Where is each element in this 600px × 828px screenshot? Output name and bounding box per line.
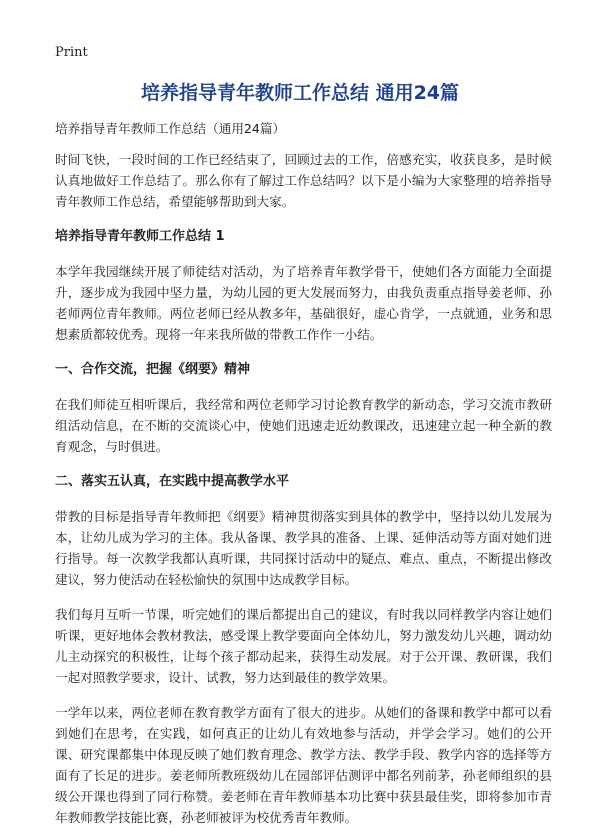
subsection-heading-1: 一、合作交流，把握《纲要》精神 <box>55 362 251 377</box>
body-paragraph: 本学年我园继续开展了师徒结对活动，为了培养青年教学骨干，使她们各方面能力全面提升，逐步成为我园中坚力量，为幼儿园的更大发展而努力，由我负责重点指导姜老师、孙老师两位青年教师。两位老师已经从教多年，基础很好，虚心肯学，一点就通，业务和思想素质都较优秀。现将一年来我所做的带教工作作一小结。 <box>55 264 552 342</box>
body-paragraph: 我们每月互听一节课，听完她们的课后都提出自己的建议，有时我以同样教学内容让她们听课，更好地体会教材教法，感受课上教学要面向全体幼儿，努力激发幼儿兴趣，调动幼儿主动探究的积极性，让每个孩子都动起来，获得生动发展。对于公开课、教研课，我们一起对照教学要求，设计、试教，努力达到最佳的教学效果。 <box>55 607 552 685</box>
print-link[interactable]: Print <box>55 45 88 60</box>
subsection-heading-2: 二、落实五认真，在实践中提高教学水平 <box>55 474 290 489</box>
document-body <box>55 118 552 828</box>
intro-paragraph: 时间飞快，一段时间的工作已经结束了，回顾过去的工作，倍感充实，收获良多，是时候认真地做好工作总结了。那么你有了解过工作总结吗？以下是小编为大家整理的培养指导青年教师工作总结，希望能够帮助到大家。 <box>55 152 552 209</box>
body-paragraph: 一学年以来，两位老师在教育教学方面有了很大的进步。从她们的备课和教学中都可以看到她们在思考，在实践，如何真正的让幼儿有效地参与活动，并学会学习。她们的公开课、研究课都集中体现反映了她们教育理念、教学方法、教学手段、教学内容的选择等方面有了长足的进步。姜老师所教班级幼儿在园部评估测评中都名列前茅，孙老师组织的县级公开课也得到了同行称赞。姜老师在青年教师基本功比赛中获县最佳奖，即将参加市青年教师教学技能比赛，孙老师被评为校优秀青年教师。 <box>55 705 552 825</box>
section-heading: 培养指导青年教师工作总结 1 <box>55 229 225 244</box>
body-paragraph: 在我们师徒互相听课后，我经常和两位老师学习讨论教育教学的新动态，学习交流市教研组活动信息，在不断的交流谈心中，使她们迅速走近幼教课改，迅速建立起一种全新的教育观念，与时俱进。 <box>55 397 552 454</box>
body-paragraph: 带教的目标是指导青年教师把《纲要》精神贯彻落实到具体的教学中，坚持以幼儿发展为本，让幼儿成为学习的主体。我从备课、教学具的准备、上课、延伸活动等方面对她们进行指导。每一次教学我都认真听课，共同探讨活动中的疑点、难点、重点，不断提出修改建议，努力使活动在轻松愉快的氛围中达成教学目标。 <box>55 509 552 587</box>
document-subtitle: 培养指导青年教师工作总结（通用24篇） <box>55 121 286 136</box>
document-title: 培养指导青年教师工作总结 通用24篇 <box>140 82 460 104</box>
